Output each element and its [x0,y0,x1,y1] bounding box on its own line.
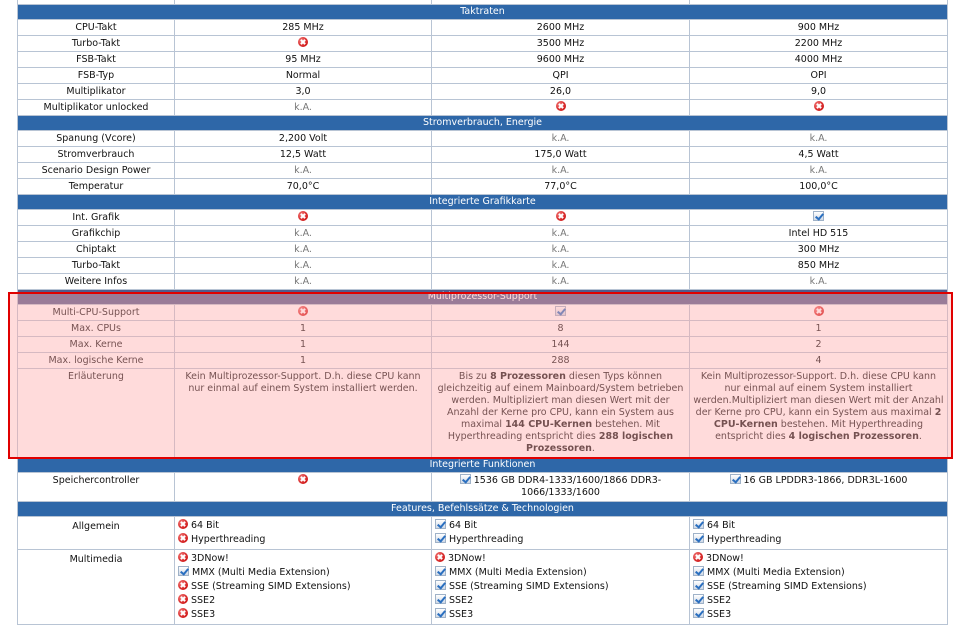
table-row [18,36,948,52]
cell-c1: 12,5 Watt [175,147,432,163]
feature-label: Hyperthreading [449,534,524,545]
cell-c1 [175,517,432,550]
check-icon [435,533,446,543]
feature-item [693,552,944,566]
cell-c1 [175,36,432,52]
cell-c3: 4,5 Watt [690,147,948,163]
cell-c3: 2 [690,337,948,353]
table-row-erlaeuterung [18,369,948,458]
cell-c1: k.A. [175,274,432,290]
feature-item [178,533,428,547]
feature-item [178,519,428,533]
feature-item [435,594,686,608]
row-label: Multi-CPU-Support [18,305,175,321]
table-row [18,258,948,274]
feature-item [435,519,686,533]
section-title: Integrierte Funktionen [18,458,948,473]
cell-c1: k.A. [175,242,432,258]
cell-c2 [432,517,690,550]
feature-item [693,580,944,594]
feature-item [178,566,428,580]
section-title: Integrierte Grafikkarte [18,195,948,210]
cell-c1: 95 MHz [175,52,432,68]
cell-c1: 70,0°C [175,179,432,195]
section-header-grafik [18,195,948,210]
feature-item [435,552,686,566]
cell-c1 [175,305,432,321]
row-label: Chiptakt [18,242,175,258]
check-icon [693,519,704,529]
cell-c3 [690,550,948,625]
cell-c3: 9,0 [690,84,948,100]
cell-c1: Kein Multiprozessor-Support. D.h. diese CPU kann nur einmal auf einem System installiert werden. [175,369,432,458]
row-label: Speichercontroller [18,473,175,502]
row-label: Stromverbrauch [18,147,175,163]
row-label: Turbo-Takt [18,36,175,52]
cell-c1 [175,210,432,226]
check-icon [555,306,566,316]
table-row [18,52,948,68]
feature-item [693,594,944,608]
section-header-funktionen [18,458,948,473]
section-header-taktraten [18,5,948,20]
feature-item [178,608,428,622]
cross-icon [556,101,566,111]
cross-icon [178,519,188,529]
feature-item [178,580,428,594]
row-label: Temperatur [18,179,175,195]
cross-icon [556,211,566,221]
cell-c2 [432,369,690,458]
cross-icon [298,211,308,221]
cross-icon [298,306,308,316]
cross-icon [178,533,188,543]
cell-c1: 3,0 [175,84,432,100]
cross-icon [814,306,824,316]
feature-label: SSE2 [191,595,216,606]
cell-c1: 1 [175,353,432,369]
text: bestehen. Mit Hyperthreading entspricht dies [447,419,660,442]
cell-c3 [690,517,948,550]
row-label: Turbo-Takt [18,258,175,274]
cell-c1 [175,550,432,625]
cell-c2: 3500 MHz [432,36,690,52]
cell-c3: k.A. [690,131,948,147]
row-label: CPU-Takt [18,20,175,36]
section-title: Features, Befehlssätze & Technologien [18,502,948,517]
cell-c3: 4000 MHz [690,52,948,68]
cell-c2: 144 [432,337,690,353]
cpu-comparison-table [17,0,948,625]
row-label: FSB-Typ [18,68,175,84]
cell-c2: 77,0°C [432,179,690,195]
cell-c3: 2200 MHz [690,36,948,52]
cell-c2: k.A. [432,274,690,290]
feature-item [693,533,944,547]
cross-icon [814,101,824,111]
feature-label: Hyperthreading [191,534,266,545]
cell-c1: k.A. [175,100,432,116]
check-icon [435,580,446,590]
table-row [18,353,948,369]
row-label: Scenario Design Power [18,163,175,179]
cell-c3: k.A. [690,163,948,179]
feature-label: MMX (Multi Media Extension) [707,567,845,578]
cross-icon [178,552,188,562]
cell-c3: 100,0°C [690,179,948,195]
cell-c1: k.A. [175,226,432,242]
cell-c2 [432,100,690,116]
table-row-allgemein [18,517,948,550]
text: bestehen. Mit Hyperthreading entspricht dies [715,419,924,442]
check-icon [730,474,741,484]
row-label: Max. logische Kerne [18,353,175,369]
cross-icon [178,594,188,604]
table-row [18,131,948,147]
cell-c2: QPI [432,68,690,84]
feature-label: SSE3 [449,609,474,620]
feature-label: 64 Bit [191,520,219,531]
check-icon [435,608,446,618]
table-row [18,305,948,321]
row-label: Erläuterung [18,369,175,458]
cell-c3 [690,473,948,502]
feature-label: SSE (Streaming SIMD Extensions) [449,581,609,592]
cell-c2: k.A. [432,258,690,274]
row-label: FSB-Takt [18,52,175,68]
cell-c3: OPI [690,68,948,84]
table-row [18,226,948,242]
table-row [18,179,948,195]
cell-c3: k.A. [690,274,948,290]
check-icon [435,566,446,576]
cell-c3: 1 [690,321,948,337]
text: . [918,431,922,442]
table-row [18,100,948,116]
check-icon [435,594,446,604]
cell-c2: 288 [432,353,690,369]
cell-c1: 1 [175,337,432,353]
cell-c2: k.A. [432,163,690,179]
feature-label: 3DNow! [706,553,744,564]
table-row [18,274,948,290]
cell-c1: 285 MHz [175,20,432,36]
feature-item [693,608,944,622]
cell-c2: k.A. [432,226,690,242]
cell-c2 [432,305,690,321]
cell-c3: 900 MHz [690,20,948,36]
feature-label: SSE3 [191,609,216,620]
cell-c2: k.A. [432,242,690,258]
check-icon [178,566,189,576]
feature-label: 3DNow! [191,553,229,564]
cross-icon [298,37,308,47]
cell-c1: 1 [175,321,432,337]
table-row [18,242,948,258]
feature-label: 64 Bit [707,520,735,531]
feature-label: Hyperthreading [707,534,782,545]
check-icon [435,519,446,529]
section-title: Taktraten [18,5,948,20]
feature-label: SSE2 [449,595,474,606]
cell-c1: 2,200 Volt [175,131,432,147]
row-label: Max. CPUs [18,321,175,337]
table-row [18,68,948,84]
row-label: Grafikchip [18,226,175,242]
text: Bis zu [458,371,491,382]
row-label: Max. Kerne [18,337,175,353]
table-row [18,321,948,337]
feature-label: SSE (Streaming SIMD Extensions) [707,581,867,592]
cell-c2 [432,473,690,502]
cross-icon [178,580,188,590]
cross-icon [298,474,308,484]
cell-c1: Normal [175,68,432,84]
bold-text: 4 logischen Prozessoren [788,431,919,442]
row-label: Multiplikator unlocked [18,100,175,116]
section-header-strom [18,116,948,131]
feature-item [178,552,428,566]
feature-item [178,594,428,608]
section-title: Stromverbrauch, Energie [18,116,948,131]
text: diesen Typs können gleichzeitig auf einem Mainboard/System betrieben werden. Multipliziert man diesen Wert mit der Anzahl der Kerne pro CPU, kann ein System aus maximal [437,371,684,430]
row-label: Allgemein [18,517,175,550]
cell-c2: 8 [432,321,690,337]
bold-text: 2 CPU-Kernen [713,407,942,430]
table-row [18,84,948,100]
cell-c2 [432,550,690,625]
bold-text: 288 logischen Prozessoren [526,431,674,454]
cell-c2: 2600 MHz [432,20,690,36]
check-icon [813,211,824,221]
cell-c1 [175,473,432,502]
row-label: Multiplikator [18,84,175,100]
row-label: Spanung (Vcore) [18,131,175,147]
text: 16 GB LPDDR3-1866, DDR3L-1600 [743,475,908,486]
cell-c3: 850 MHz [690,258,948,274]
cross-icon [435,552,445,562]
feature-label: SSE3 [707,609,732,620]
cell-c3: 4 [690,353,948,369]
table-row [18,20,948,36]
feature-label: MMX (Multi Media Extension) [192,567,330,578]
cell-c2 [432,210,690,226]
check-icon [693,533,704,543]
check-icon [693,566,704,576]
feature-label: SSE2 [707,595,732,606]
feature-item [435,566,686,580]
feature-item [435,533,686,547]
table-row-speichercontroller [18,473,948,502]
check-icon [693,580,704,590]
cell-c1: k.A. [175,258,432,274]
cell-c2: 9600 MHz [432,52,690,68]
cell-c2: 26,0 [432,84,690,100]
feature-item [435,608,686,622]
table-row [18,210,948,226]
check-icon [693,594,704,604]
cross-icon [693,552,703,562]
feature-label: MMX (Multi Media Extension) [449,567,587,578]
cell-c3: 300 MHz [690,242,948,258]
table-row [18,163,948,179]
check-icon [693,608,704,618]
cross-icon [178,608,188,618]
cell-c3 [690,369,948,458]
cell-c3 [690,210,948,226]
row-label: Multimedia [18,550,175,625]
feature-item [693,519,944,533]
bold-text: 144 CPU-Kernen [505,419,593,430]
cell-c1: k.A. [175,163,432,179]
check-icon [460,474,471,484]
feature-item [693,566,944,580]
section-header-multiproz [18,290,948,305]
feature-label: 64 Bit [449,520,477,531]
table-row-multimedia [18,550,948,625]
text: 1536 GB DDR4-1333/1600/1866 DDR3-1066/1333/1600 [473,475,662,498]
feature-item [435,580,686,594]
row-label: Weitere Infos [18,274,175,290]
section-header-features [18,502,948,517]
cell-c2: 175,0 Watt [432,147,690,163]
table-row [18,337,948,353]
section-title: Multiprozessor-Support [18,290,948,305]
table-row [18,147,948,163]
text: . [591,443,595,454]
row-label: Int. Grafik [18,210,175,226]
cell-c2: k.A. [432,131,690,147]
cell-c3 [690,100,948,116]
cell-c3 [690,305,948,321]
feature-label: 3DNow! [448,553,486,564]
text: Kein Multiprozessor-Support. D.h. diese CPU kann nur einmal auf einem System installiert werden.Multipliziert man diesen Wert mit der Anzahl der Kerne pro CPU, kann ein System aus maximal [693,371,944,418]
cell-c3: Intel HD 515 [690,226,948,242]
feature-label: SSE (Streaming SIMD Extensions) [191,581,351,592]
bold-text: 8 Prozessoren [490,371,566,382]
